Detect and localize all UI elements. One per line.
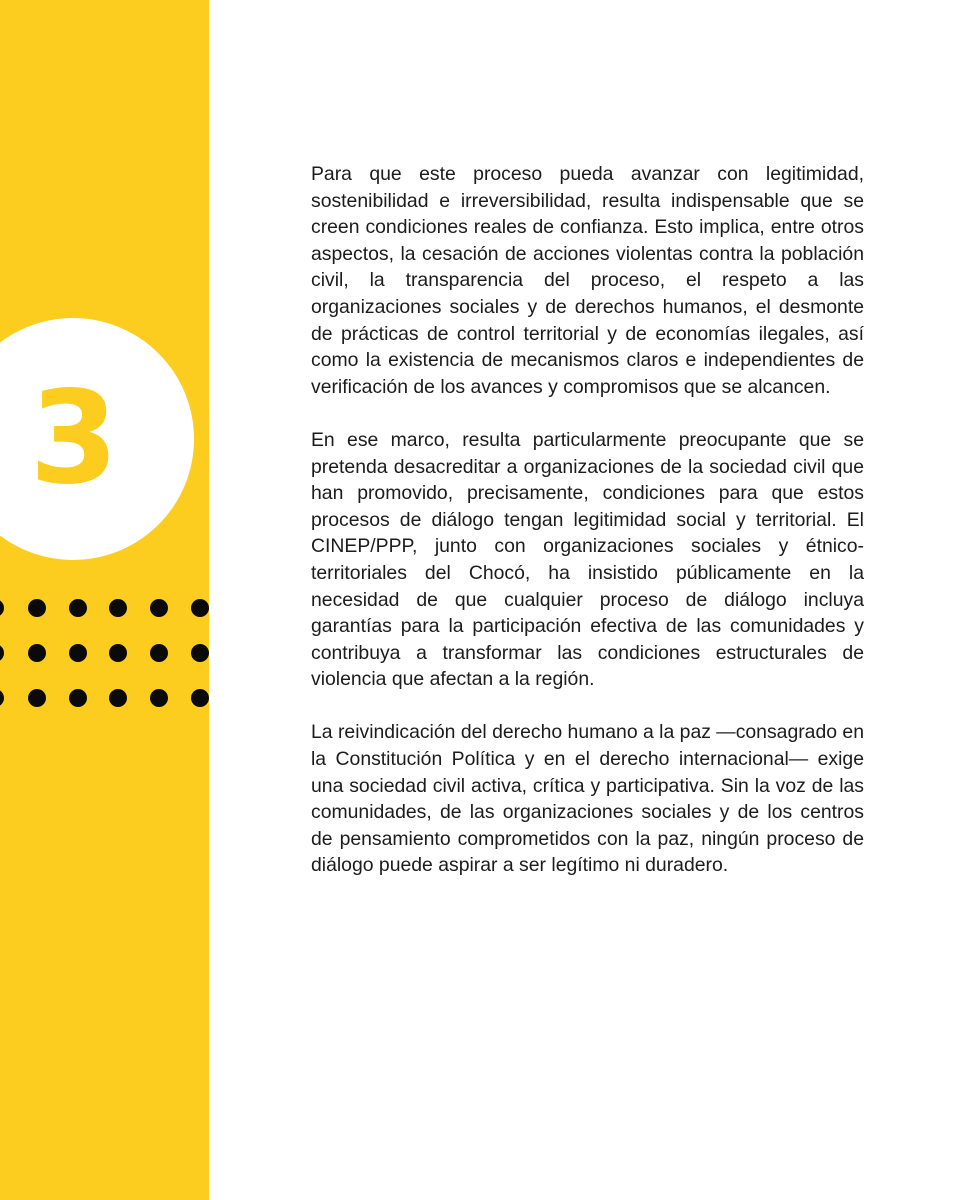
body-text bbox=[311, 161, 864, 906]
paragraph: En ese marco, resulta particularmente preocupante que se pretenda desacreditar a organizaciones de la sociedad civil que han promovido, precisamente, condiciones para que estos procesos de diálogo tengan legitimidad social y territorial. El CINEP/PPP, junto con organizaciones sociales y étnico-territoriales del Chocó, ha insistido públicamente en la necesidad de que cualquier proceso de diálogo incluya garantías para la participación efectiva de las comunidades y contribuya a transformar las condiciones estructurales de violencia que afectan a la región. bbox=[311, 428, 864, 691]
yellow-sidebar bbox=[0, 0, 209, 1200]
paragraph: Para que este proceso pueda avanzar con legitimidad, sostenibilidad e irreversibilidad, resulta indispensable que se creen condiciones reales de confianza. Esto implica, entre otros aspectos, la cesación de acciones violentas contra la población civil, la transparencia del proceso, el respeto a las organizaciones sociales y de derechos humanos, el desmonte de prácticas de control territorial y de economías ilegales, así como la existencia de mecanismos claros e independientes de verificación de los avances y compromisos que se alcancen. bbox=[311, 163, 864, 398]
paragraph: La reivindicación del derecho humano a la paz —consagrado en la Constitución Política y en el derecho internacional— exige una sociedad civil activa, crítica y participativa. Sin la voz de las comunidades, de las organizaciones sociales y de los centros de pensamiento comprometidos con la paz, ningún proceso de diálogo puede aspirar a ser legítimo ni duradero. bbox=[311, 721, 864, 877]
section-number: 3 bbox=[29, 364, 119, 513]
